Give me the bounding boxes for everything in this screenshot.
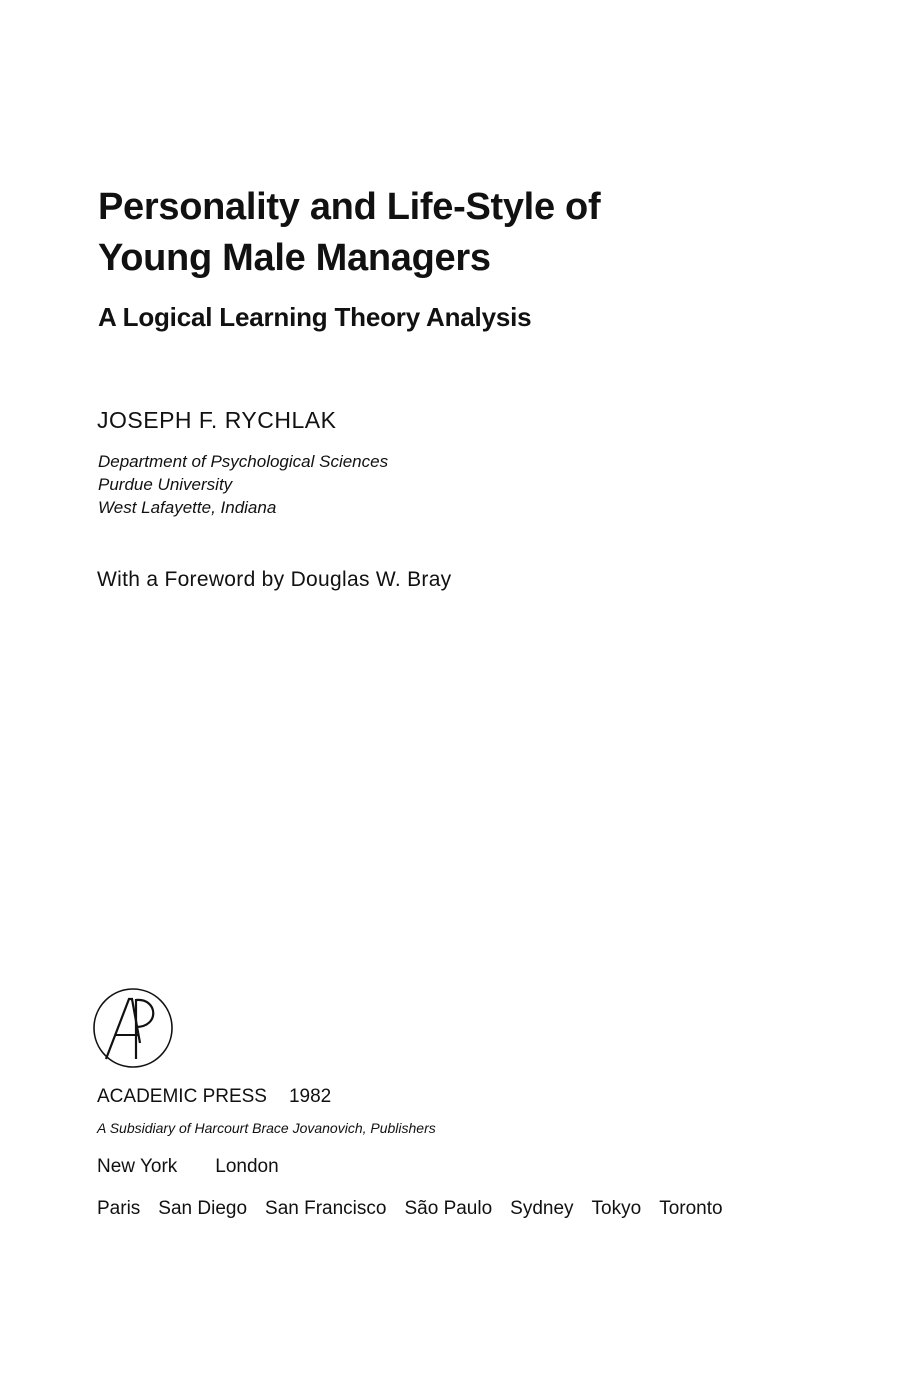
academic-press-logo-icon bbox=[92, 987, 174, 1069]
publication-year: 1982 bbox=[288, 1086, 332, 1107]
city-new-york: New York bbox=[97, 1156, 178, 1177]
city-paris: Paris bbox=[97, 1198, 141, 1219]
affiliation-location: West Lafayette, Indiana bbox=[98, 498, 277, 517]
book-title-line-1: Personality and Life-Style of bbox=[98, 186, 601, 228]
publisher-name: ACADEMIC PRESS bbox=[97, 1086, 267, 1107]
book-subtitle: A Logical Learning Theory Analysis bbox=[98, 302, 532, 332]
city-sydney: Sydney bbox=[510, 1198, 574, 1219]
publisher-subsidiary: A Subsidiary of Harcourt Brace Jovanovich, Publishers bbox=[97, 1120, 436, 1136]
city-london: London bbox=[215, 1156, 279, 1177]
city-san-diego: San Diego bbox=[158, 1198, 248, 1219]
affiliation-department: Department of Psychological Sciences bbox=[98, 452, 389, 471]
city-tokyo: Tokyo bbox=[591, 1198, 642, 1219]
secondary-cities bbox=[97, 1198, 741, 1220]
city-sao-paulo: São Paulo bbox=[404, 1198, 493, 1219]
city-toronto: Toronto bbox=[659, 1198, 723, 1219]
publisher-line bbox=[97, 1086, 331, 1108]
foreword-credit: With a Foreword by Douglas W. Bray bbox=[97, 568, 452, 591]
city-san-francisco: San Francisco bbox=[265, 1198, 387, 1219]
author-name: JOSEPH F. RYCHLAK bbox=[97, 407, 337, 433]
book-title-line-2: Young Male Managers bbox=[98, 237, 491, 279]
affiliation-university: Purdue University bbox=[98, 475, 233, 494]
primary-cities bbox=[97, 1156, 317, 1178]
